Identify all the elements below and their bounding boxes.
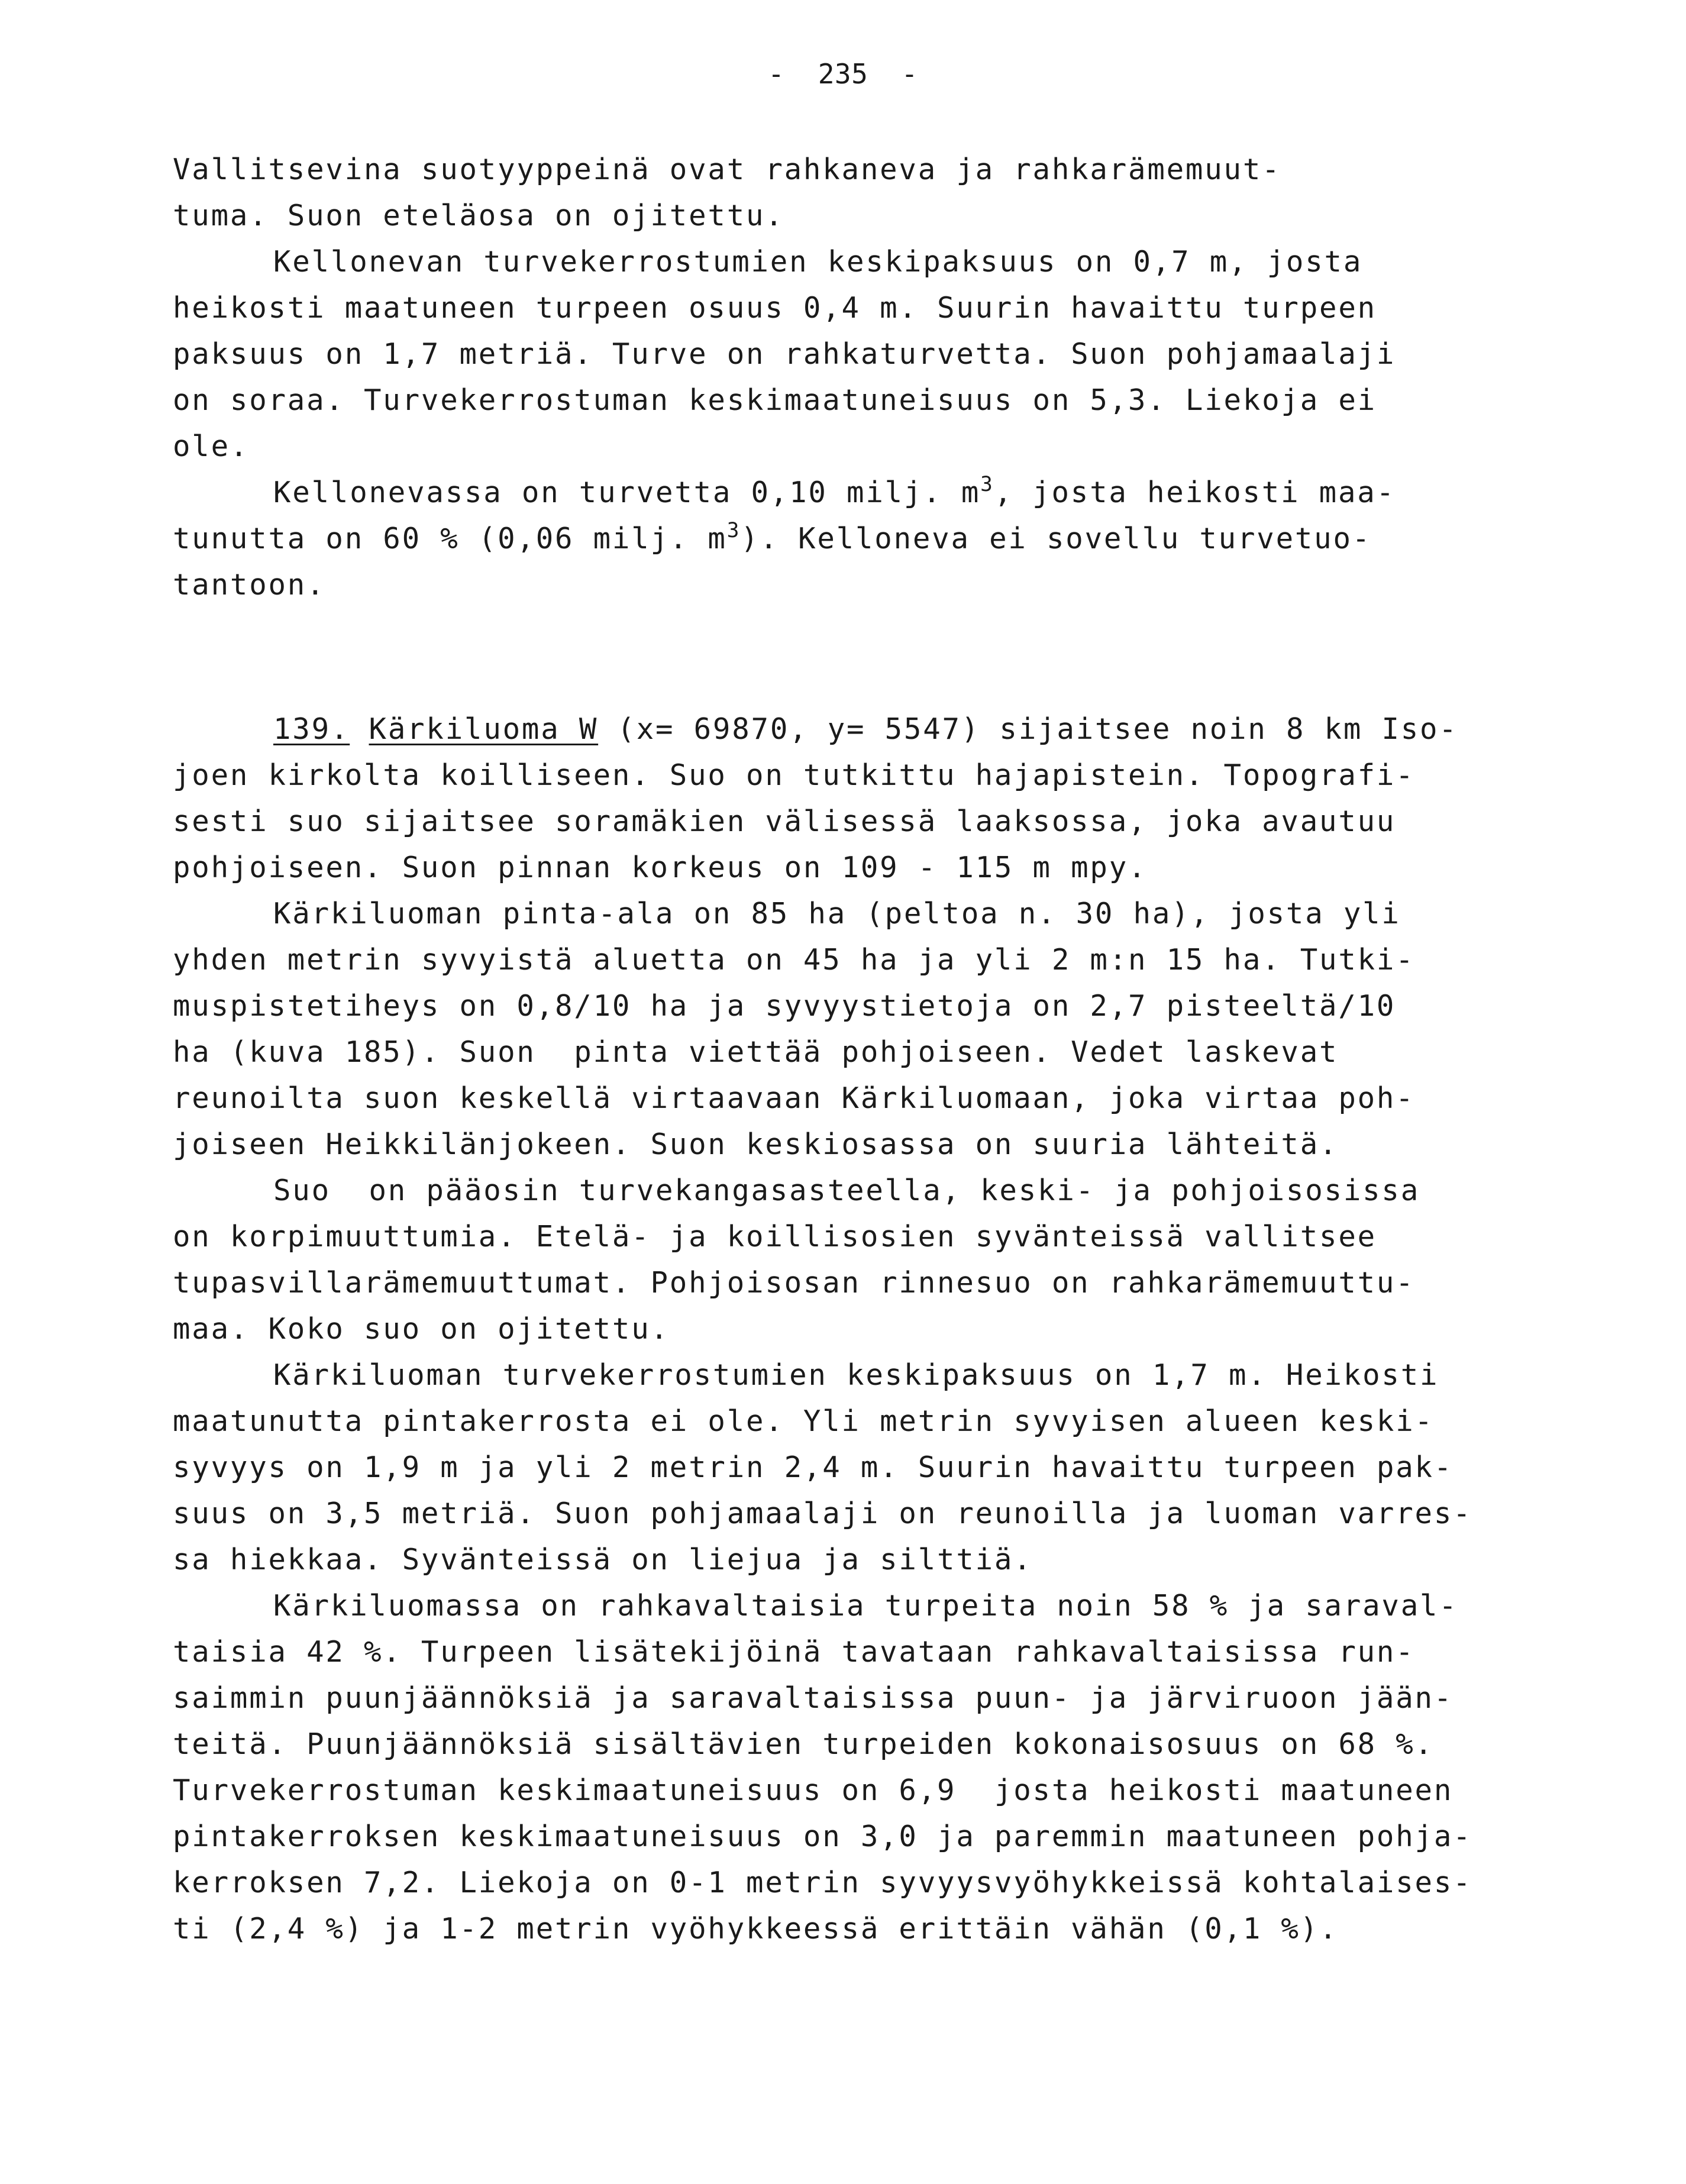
paragraph-line: heikosti maatuneen turpeen osuus 0,4 m. Suurin havaittu turpeen — [173, 291, 1377, 325]
paragraph-line: taisia 42 %. Turpeen lisätekijöinä tavataan rahkavaltaisissa run- — [173, 1635, 1415, 1669]
section-number: 139. — [273, 712, 350, 746]
paragraph-line: Kärkiluoman turvekerrostumien keskipaksuus on 1,7 m. Heikosti — [273, 1358, 1439, 1392]
line-text: , josta heikosti maa- — [994, 476, 1396, 509]
paragraph-line: tupasvillarämemuuttumat. Pohjoisosan rinnesuo on rahkarämemuuttu- — [173, 1266, 1415, 1300]
paragraph-line: teitä. Puunjäännöksiä sisältävien turpeiden kokonaisosuus on 68 %. — [173, 1727, 1434, 1761]
paragraph-line: sesti suo sijaitsee soramäkien välisessä laaksossa, joka avautuu — [173, 805, 1396, 838]
paragraph-line: maatunutta pintakerrosta ei ole. Yli metrin syvyisen alueen keski- — [173, 1404, 1434, 1438]
paragraph-line: Vallitsevina suotyyppeinä ovat rahkaneva ja rahkarämemuut- — [173, 153, 1281, 186]
paragraph-line: tuma. Suon eteläosa on ojitettu. — [173, 199, 784, 232]
paragraph-line — [173, 475, 1396, 511]
paragraph-line: ole. — [173, 429, 250, 463]
paragraph-line: Kärkiluomassa on rahkavaltaisia turpeita noin 58 % ja saraval- — [273, 1589, 1458, 1623]
paragraph-line: Suo on pääosin turvekangasasteella, keski- ja pohjoisosissa — [273, 1174, 1420, 1207]
page-number: - 235 - — [768, 58, 918, 90]
line-text: (x= 69870, y= 5547) sijaitsee noin 8 km Iso- — [598, 712, 1458, 746]
paragraph-line: saimmin puunjäännöksiä ja saravaltaisissa puun- ja järviruoon jään- — [173, 1681, 1454, 1715]
paragraph-line: on korpimuuttumia. Etelä- ja koillisosien syvänteissä vallitsee — [173, 1220, 1377, 1253]
section-title: Kärkiluoma W — [369, 712, 599, 746]
paragraph-line: joiseen Heikkilänjokeen. Suon keskiosassa on suuria lähteitä. — [173, 1127, 1339, 1161]
paragraph-line: maa. Koko suo on ojitettu. — [173, 1312, 670, 1346]
paragraph-line: reunoilta suon keskellä virtaavaan Kärkiluomaan, joka virtaa poh- — [173, 1081, 1415, 1115]
paragraph-line: kerroksen 7,2. Liekoja on 0-1 metrin syvyysvyöhykkeissä kohtalaises- — [173, 1866, 1472, 1899]
paragraph-line: Kärkiluoman pinta-ala on 85 ha (peltoa n. 30 ha), josta yli — [273, 897, 1401, 931]
superscript: 3 — [726, 519, 741, 543]
paragraph-line: syvyys on 1,9 m ja yli 2 metrin 2,4 m. Suurin havaittu turpeen pak- — [173, 1450, 1454, 1484]
paragraph-line: Kellonevan turvekerrostumien keskipaksuus on 0,7 m, josta — [273, 245, 1363, 279]
paragraph-line: joen kirkolta koilliseen. Suo on tutkittu hajapistein. Topografi- — [173, 758, 1415, 792]
paragraph-line: Turvekerrostuman keskimaatuneisuus on 6,9 josta heikosti maatuneen — [173, 1773, 1454, 1807]
paragraph-line: yhden metrin syvyistä aluetta on 45 ha ja yli 2 m:n 15 ha. Tutki- — [173, 943, 1415, 977]
paragraph-line: pintakerroksen keskimaatuneisuus on 3,0 ja paremmin maatuneen pohja- — [173, 1820, 1472, 1853]
line-text: ). Kelloneva ei sovellu turvetuo- — [741, 522, 1372, 555]
paragraph-line: ti (2,4 %) ja 1-2 metrin vyöhykkeessä erittäin vähän (0,1 %). — [173, 1912, 1339, 1946]
paragraph-line: tantoon. — [173, 568, 326, 602]
paragraph-line: suus on 3,5 metriä. Suon pohjamaalaji on reunoilla ja luoman varres- — [173, 1497, 1472, 1530]
paragraph-line — [173, 521, 1371, 557]
paragraph-line: paksuus on 1,7 metriä. Turve on rahkaturvetta. Suon pohjamaalaji — [173, 337, 1396, 371]
paragraph-line: ha (kuva 185). Suon pinta viettää pohjoiseen. Vedet laskevat — [173, 1035, 1339, 1069]
paragraph-line: sa hiekkaa. Syvänteissä on liejua ja silttiä. — [173, 1543, 1033, 1576]
line-text: Kellonevassa on turvetta 0,10 milj. m — [273, 476, 981, 509]
paragraph-line: pohjoiseen. Suon pinnan korkeus on 109 - 115 m mpy. — [173, 851, 1148, 884]
line-text: tunutta on 60 % (0,06 milj. m — [173, 522, 727, 555]
paragraph-line: on soraa. Turvekerrostuman keskimaatuneisuus on 5,3. Liekoja ei — [173, 383, 1377, 417]
paragraph-line: muspistetiheys on 0,8/10 ha ja syvyystietoja on 2,7 pisteeltä/10 — [173, 989, 1396, 1023]
section-heading-line — [173, 712, 1458, 747]
superscript: 3 — [980, 473, 994, 497]
